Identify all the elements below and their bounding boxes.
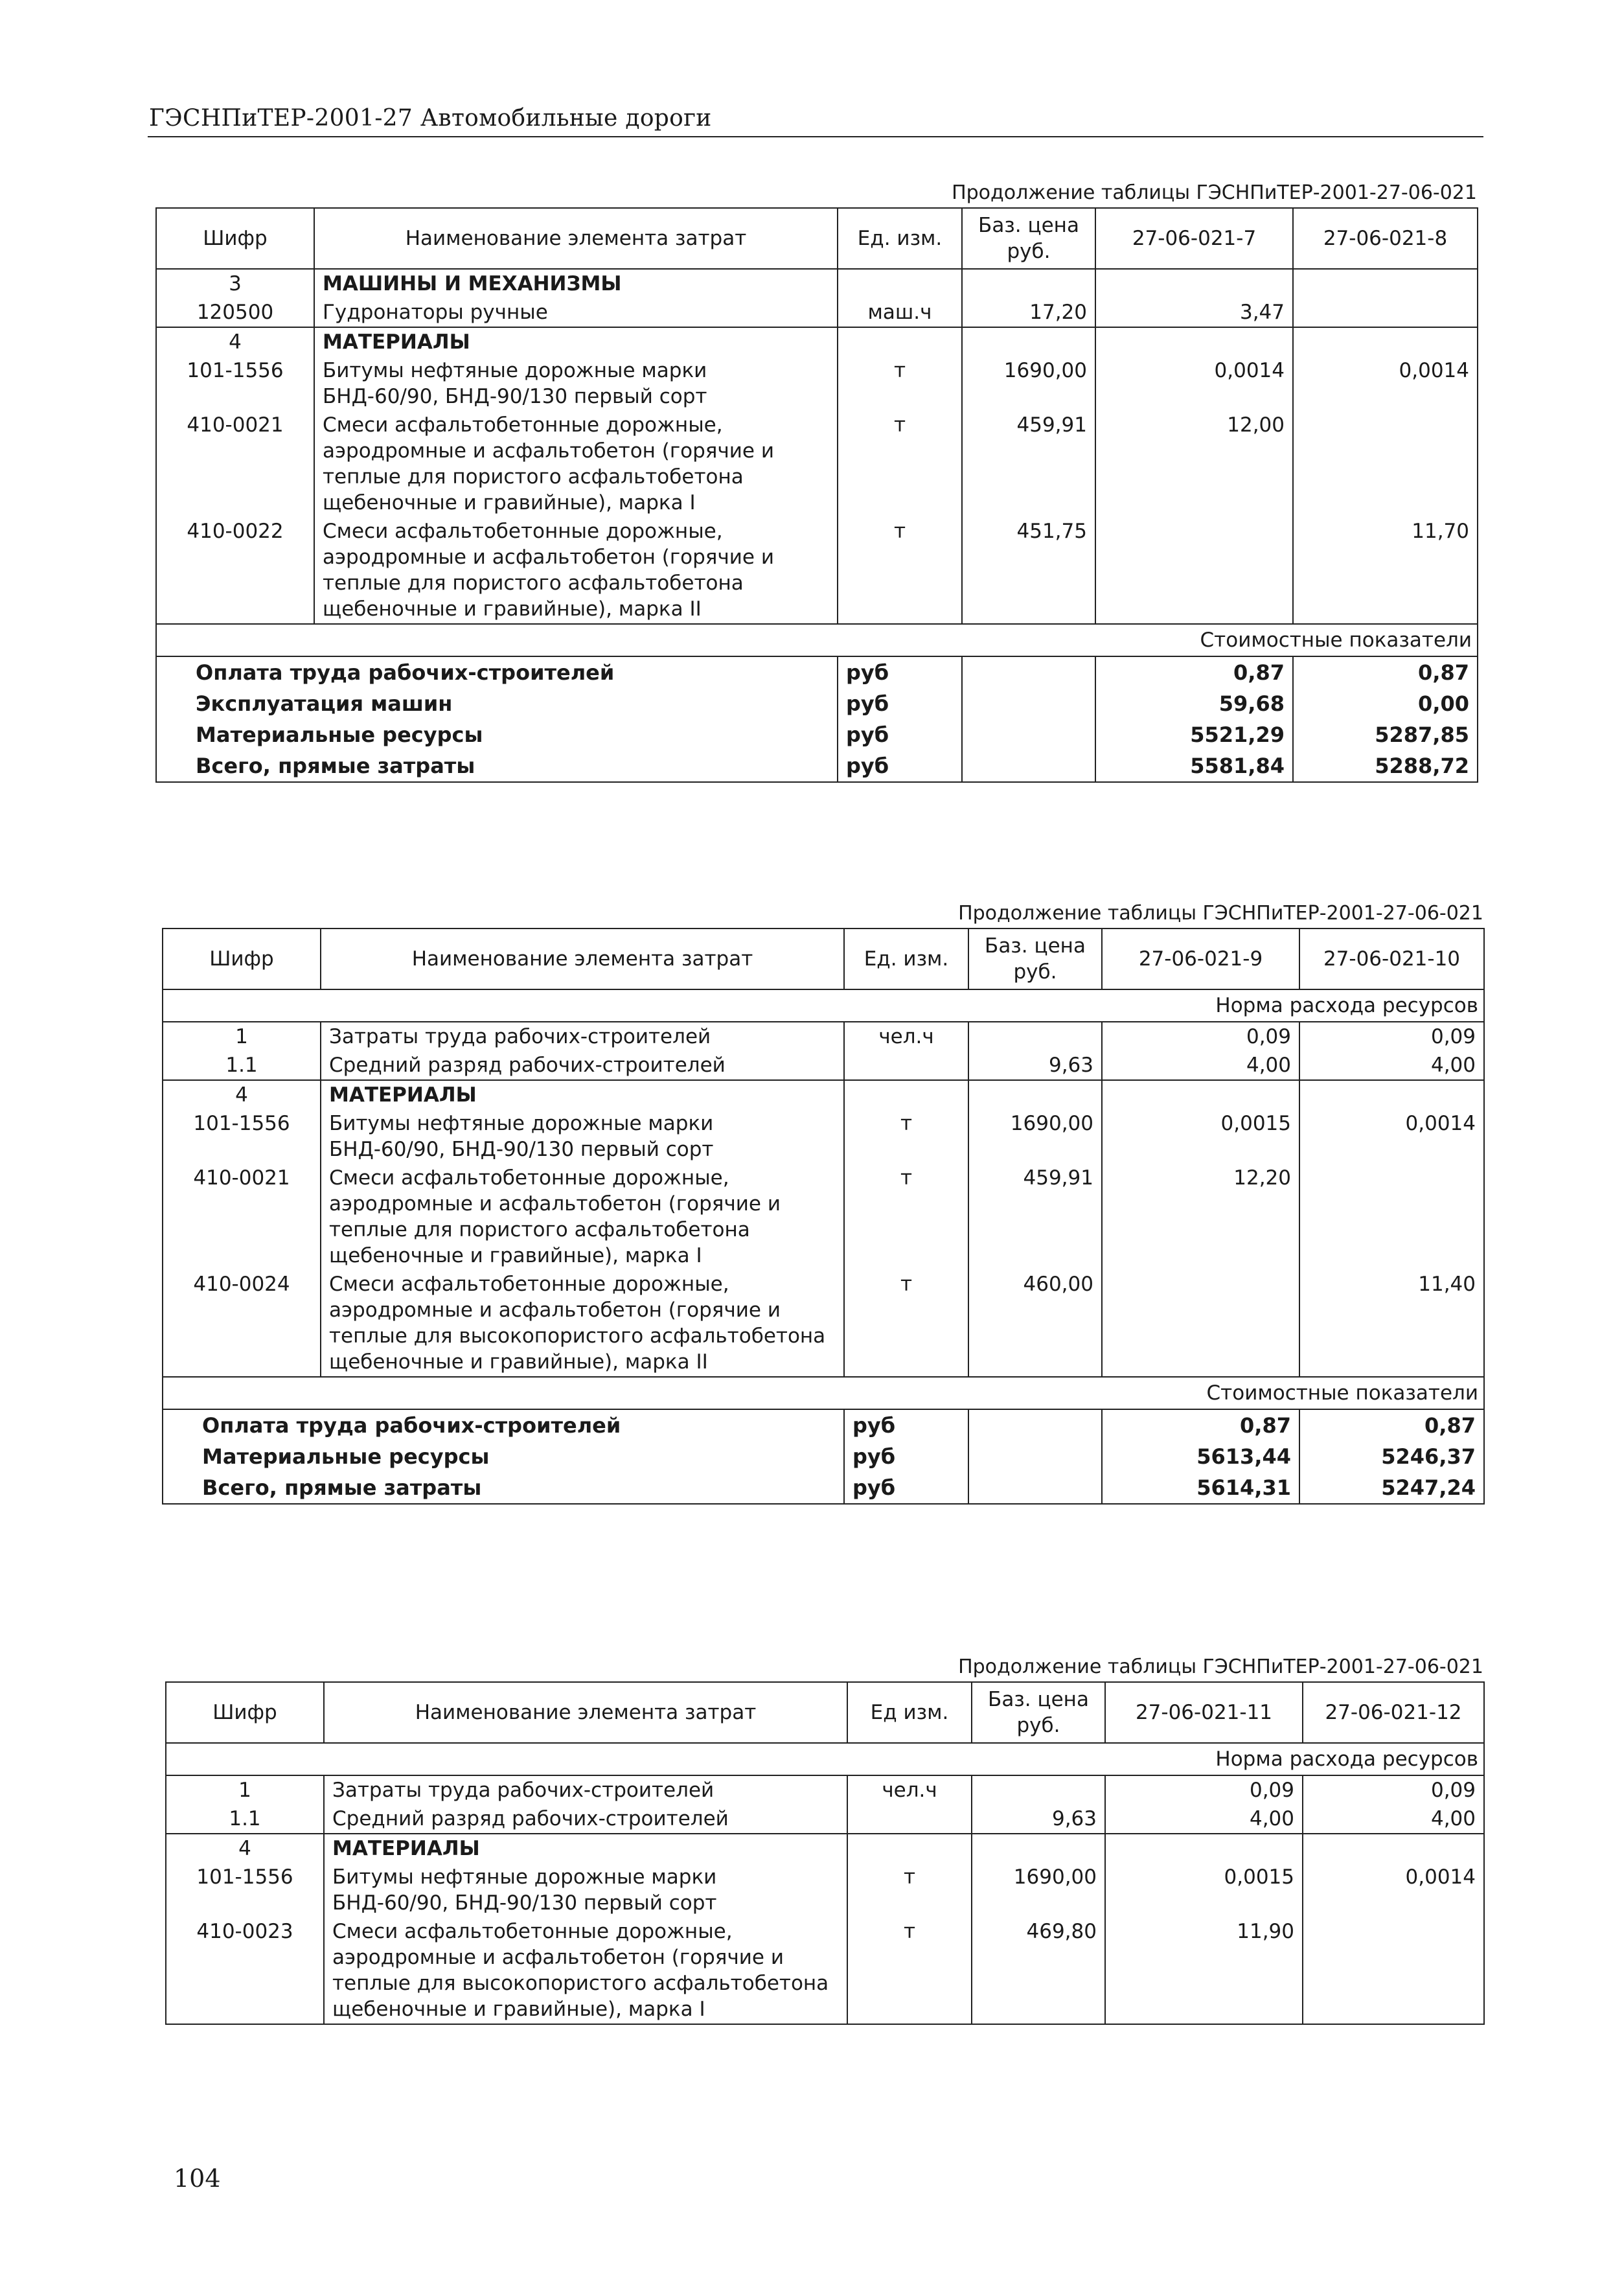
running-header: ГЭСНПиТЕР-2001-27 Автомобильные дороги (149, 105, 712, 132)
value-b-cell (1293, 269, 1478, 298)
resource-norm-band (163, 989, 1484, 1022)
price-cell: 9,63 (972, 1805, 1105, 1834)
table-2 (162, 928, 1485, 1505)
total-label: Оплата труда рабочих-строителей (163, 1409, 844, 1441)
col-name-header: Наименование элемента затрат (324, 1682, 847, 1743)
value-b-cell: 0,09 (1299, 1022, 1484, 1051)
col-name-header: Наименование элемента затрат (314, 208, 838, 269)
total-value-b: 5247,24 (1299, 1472, 1484, 1504)
col-b-header: 27-06-021-8 (1293, 208, 1478, 269)
name-cell: Затраты труда рабочих-строителей (321, 1022, 844, 1051)
value-a-cell (1095, 517, 1293, 624)
col-unit-header: Ед. изм. (838, 208, 962, 269)
col-b-header: 27-06-021-10 (1299, 929, 1484, 989)
price-cell (962, 327, 1095, 356)
total-value-a: 5614,31 (1102, 1472, 1299, 1504)
code-cell: 1.1 (163, 1051, 321, 1080)
name-cell: Средний разряд рабочих-строителей (324, 1805, 847, 1834)
unit-cell (838, 269, 962, 298)
total-value-b: 5288,72 (1293, 750, 1478, 782)
value-a-cell (1102, 1270, 1299, 1377)
code-cell: 101-1556 (156, 356, 314, 411)
value-a-cell: 0,0015 (1102, 1109, 1299, 1164)
unit-cell: т (844, 1164, 968, 1270)
name-cell: Смеси асфальтобетонные дорожные, аэродромные и асфальтобетон (горячие и теплые для пористого асфальтобетона щебеночные и гравийные), марка II (314, 517, 838, 624)
value-b-cell: 4,00 (1299, 1051, 1484, 1080)
total-value-b: 0,00 (1293, 688, 1478, 719)
total-unit: руб (844, 1409, 968, 1441)
value-a-cell (1095, 269, 1293, 298)
price-cell: 1690,00 (972, 1863, 1105, 1917)
total-value-a: 0,87 (1102, 1409, 1299, 1441)
name-cell: Смеси асфальтобетонные дорожные, аэродромные и асфальтобетон (горячие и теплые для высокопористого асфальтобетона щебеночные и гравийные), марка II (321, 1270, 844, 1377)
table-caption: Продолжение таблицы ГЭСНПиТЕР-2001-27-06-021 (958, 1655, 1483, 1678)
unit-cell: маш.ч (838, 298, 962, 327)
table-row (156, 269, 1478, 298)
price-cell: 451,75 (962, 517, 1095, 624)
col-price-header: Баз. цена руб. (968, 929, 1102, 989)
code-cell: 410-0024 (163, 1270, 321, 1377)
total-value-a: 5581,84 (1095, 750, 1293, 782)
code-cell: 1 (166, 1775, 324, 1805)
code-cell: 1.1 (166, 1805, 324, 1834)
name-cell: Гудронаторы ручные (314, 298, 838, 327)
value-b-cell: 0,09 (1303, 1775, 1484, 1805)
table-row (163, 1022, 1484, 1051)
table-row (166, 1805, 1484, 1834)
name-cell: Смеси асфальтобетонные дорожные, аэродромные и асфальтобетон (горячие и теплые для пористого асфальтобетона щебеночные и гравийные), марка I (314, 411, 838, 517)
total-value-a: 0,87 (1095, 656, 1293, 688)
code-cell: 4 (163, 1080, 321, 1109)
col-unit-header: Ед изм. (847, 1682, 972, 1743)
total-price-empty (968, 1472, 1102, 1504)
total-price-empty (962, 750, 1095, 782)
table-row (156, 517, 1478, 624)
total-row (163, 1441, 1484, 1472)
unit-cell (838, 327, 962, 356)
table-row (166, 1834, 1484, 1863)
unit-cell (847, 1805, 972, 1834)
col-code-header: Шифр (163, 929, 321, 989)
total-row (156, 688, 1478, 719)
price-cell: 460,00 (968, 1270, 1102, 1377)
resource-norm-band (166, 1743, 1484, 1775)
code-cell: 4 (156, 327, 314, 356)
code-cell: 410-0021 (163, 1164, 321, 1270)
price-cell: 17,20 (962, 298, 1095, 327)
value-a-cell: 4,00 (1102, 1051, 1299, 1080)
price-cell (968, 1022, 1102, 1051)
table-row (156, 356, 1478, 411)
value-b-cell (1299, 1080, 1484, 1109)
total-row (156, 750, 1478, 782)
total-unit: руб (838, 719, 962, 750)
price-cell: 1690,00 (962, 356, 1095, 411)
table-caption: Продолжение таблицы ГЭСНПиТЕР-2001-27-06-021 (952, 181, 1477, 204)
price-cell (962, 269, 1095, 298)
table-1 (155, 207, 1478, 783)
value-b-cell (1293, 411, 1478, 517)
total-value-b: 5287,85 (1293, 719, 1478, 750)
name-cell: Затраты труда рабочих-строителей (324, 1775, 847, 1805)
total-value-b: 0,87 (1293, 656, 1478, 688)
cost-indicators-label: Стоимостные показатели (163, 1377, 1484, 1409)
table-header-row (166, 1682, 1484, 1743)
unit-cell (844, 1051, 968, 1080)
table-3 (165, 1681, 1485, 2025)
name-cell: Смеси асфальтобетонные дорожные, аэродромные и асфальтобетон (горячие и теплые для высокопористого асфальтобетона щебеночные и гравийные), марка I (324, 1917, 847, 2024)
total-unit: руб (838, 656, 962, 688)
page-number: 104 (174, 2164, 221, 2193)
price-cell (972, 1775, 1105, 1805)
table-row (156, 298, 1478, 327)
total-price-empty (962, 656, 1095, 688)
unit-cell: т (847, 1863, 972, 1917)
name-cell: МАТЕРИАЛЫ (314, 327, 838, 356)
total-price-empty (962, 688, 1095, 719)
value-b-cell: 0,0014 (1303, 1863, 1484, 1917)
total-price-empty (968, 1441, 1102, 1472)
col-code-header: Шифр (156, 208, 314, 269)
value-a-cell (1105, 1834, 1303, 1863)
total-label: Материальные ресурсы (156, 719, 838, 750)
table-row (166, 1775, 1484, 1805)
name-cell: Средний разряд рабочих-строителей (321, 1051, 844, 1080)
code-cell: 101-1556 (163, 1109, 321, 1164)
unit-cell: т (838, 356, 962, 411)
code-cell: 410-0021 (156, 411, 314, 517)
col-code-header: Шифр (166, 1682, 324, 1743)
code-cell: 101-1556 (166, 1863, 324, 1917)
unit-cell (847, 1834, 972, 1863)
code-cell: 1 (163, 1022, 321, 1051)
total-label: Всего, прямые затраты (156, 750, 838, 782)
total-value-a: 5613,44 (1102, 1441, 1299, 1472)
total-value-a: 5521,29 (1095, 719, 1293, 750)
unit-cell: т (847, 1917, 972, 2024)
value-b-cell (1303, 1917, 1484, 2024)
value-b-cell (1299, 1164, 1484, 1270)
name-cell: Смеси асфальтобетонные дорожные, аэродромные и асфальтобетон (горячие и теплые для пористого асфальтобетона щебеночные и гравийные), марка I (321, 1164, 844, 1270)
total-value-b: 5246,37 (1299, 1441, 1484, 1472)
value-a-cell: 11,90 (1105, 1917, 1303, 2024)
table-caption: Продолжение таблицы ГЭСНПиТЕР-2001-27-06-021 (958, 902, 1483, 925)
name-cell: МАТЕРИАЛЫ (324, 1834, 847, 1863)
table-header-row (163, 929, 1484, 989)
total-unit: руб (844, 1441, 968, 1472)
value-a-cell: 3,47 (1095, 298, 1293, 327)
table-row (166, 1917, 1484, 2024)
table-header-row (156, 208, 1478, 269)
col-unit-header: Ед. изм. (844, 929, 968, 989)
total-value-a: 59,68 (1095, 688, 1293, 719)
total-row (156, 656, 1478, 688)
code-cell: 4 (166, 1834, 324, 1863)
value-b-cell: 0,0014 (1293, 356, 1478, 411)
col-a-header: 27-06-021-9 (1102, 929, 1299, 989)
value-b-cell: 0,0014 (1299, 1109, 1484, 1164)
value-b-cell: 11,40 (1299, 1270, 1484, 1377)
col-price-header: Баз. цена руб. (962, 208, 1095, 269)
code-cell: 120500 (156, 298, 314, 327)
col-b-header: 27-06-021-12 (1303, 1682, 1484, 1743)
total-row (156, 719, 1478, 750)
total-unit: руб (838, 750, 962, 782)
total-price-empty (968, 1409, 1102, 1441)
name-cell: МАШИНЫ И МЕХАНИЗМЫ (314, 269, 838, 298)
price-cell (968, 1080, 1102, 1109)
total-row (163, 1472, 1484, 1504)
price-cell: 469,80 (972, 1917, 1105, 2024)
table-row (163, 1051, 1484, 1080)
total-label: Материальные ресурсы (163, 1441, 844, 1472)
code-cell: 3 (156, 269, 314, 298)
table-row (166, 1863, 1484, 1917)
value-b-cell: 4,00 (1303, 1805, 1484, 1834)
unit-cell: т (844, 1109, 968, 1164)
value-b-cell (1303, 1834, 1484, 1863)
unit-cell: чел.ч (844, 1022, 968, 1051)
value-a-cell: 12,20 (1102, 1164, 1299, 1270)
value-a-cell: 0,0014 (1095, 356, 1293, 411)
header-rule (148, 136, 1483, 137)
total-label: Эксплуатация машин (156, 688, 838, 719)
table-row (163, 1109, 1484, 1164)
price-cell: 459,91 (962, 411, 1095, 517)
value-a-cell: 12,00 (1095, 411, 1293, 517)
unit-cell: т (838, 517, 962, 624)
col-a-header: 27-06-021-7 (1095, 208, 1293, 269)
table-row (156, 411, 1478, 517)
total-price-empty (962, 719, 1095, 750)
unit-cell (844, 1080, 968, 1109)
code-cell: 410-0022 (156, 517, 314, 624)
table-row (163, 1080, 1484, 1109)
price-cell: 459,91 (968, 1164, 1102, 1270)
name-cell: Битумы нефтяные дорожные марки БНД-60/90, БНД-90/130 первый сорт (324, 1863, 847, 1917)
cost-indicators-label: Стоимостные показатели (156, 624, 1478, 656)
col-name-header: Наименование элемента затрат (321, 929, 844, 989)
price-cell: 9,63 (968, 1051, 1102, 1080)
price-cell (972, 1834, 1105, 1863)
value-a-cell (1102, 1080, 1299, 1109)
value-b-cell (1293, 327, 1478, 356)
value-b-cell: 11,70 (1293, 517, 1478, 624)
unit-cell: т (838, 411, 962, 517)
cost-indicators-band (156, 624, 1478, 656)
value-a-cell (1095, 327, 1293, 356)
value-b-cell (1293, 298, 1478, 327)
table-row (156, 327, 1478, 356)
unit-cell: т (844, 1270, 968, 1377)
cost-indicators-band (163, 1377, 1484, 1409)
name-cell: МАТЕРИАЛЫ (321, 1080, 844, 1109)
name-cell: Битумы нефтяные дорожные марки БНД-60/90, БНД-90/130 первый сорт (314, 356, 838, 411)
total-unit: руб (838, 688, 962, 719)
col-price-header: Баз. цена руб. (972, 1682, 1105, 1743)
resource-norm-label: Норма расхода ресурсов (166, 1743, 1484, 1775)
total-label: Всего, прямые затраты (163, 1472, 844, 1504)
col-a-header: 27-06-021-11 (1105, 1682, 1303, 1743)
value-a-cell: 4,00 (1105, 1805, 1303, 1834)
value-a-cell: 0,09 (1105, 1775, 1303, 1805)
price-cell: 1690,00 (968, 1109, 1102, 1164)
table-row (163, 1164, 1484, 1270)
name-cell: Битумы нефтяные дорожные марки БНД-60/90, БНД-90/130 первый сорт (321, 1109, 844, 1164)
code-cell: 410-0023 (166, 1917, 324, 2024)
total-value-b: 0,87 (1299, 1409, 1484, 1441)
table-row (163, 1270, 1484, 1377)
value-a-cell: 0,0015 (1105, 1863, 1303, 1917)
total-row (163, 1409, 1484, 1441)
resource-norm-label: Норма расхода ресурсов (163, 989, 1484, 1022)
total-unit: руб (844, 1472, 968, 1504)
value-a-cell: 0,09 (1102, 1022, 1299, 1051)
total-label: Оплата труда рабочих-строителей (156, 656, 838, 688)
unit-cell: чел.ч (847, 1775, 972, 1805)
